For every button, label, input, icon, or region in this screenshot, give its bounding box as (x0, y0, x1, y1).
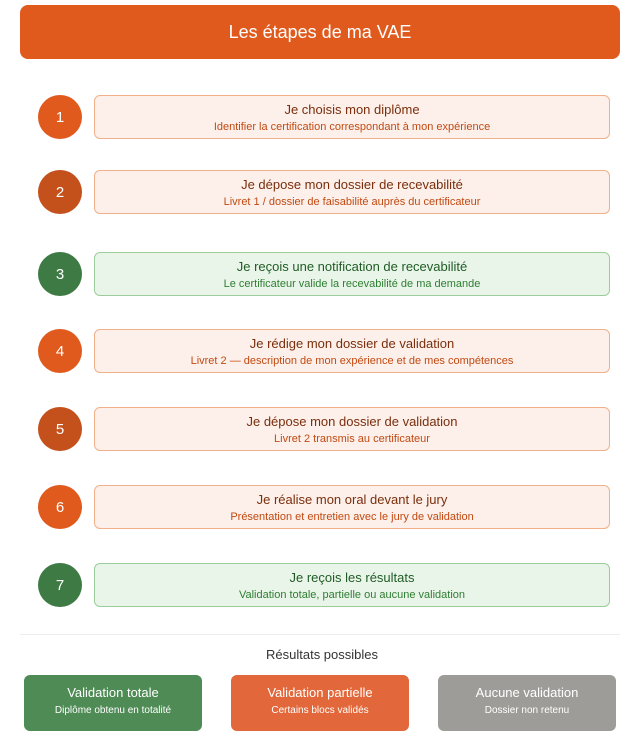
step-title: Je reçois une notification de recevabilité (236, 259, 468, 274)
section-divider (20, 634, 620, 635)
step-4 (38, 329, 610, 375)
step-card (94, 252, 610, 296)
step-number-badge: 1 (38, 95, 82, 139)
step-card (94, 485, 610, 529)
step-number-badge: 7 (38, 563, 82, 607)
step-number-badge: 3 (38, 252, 82, 296)
step-subtitle: Identifier la certification correspondant à mon expérience (213, 121, 491, 133)
result-label: Validation partielle (267, 685, 373, 700)
step-number-badge: 6 (38, 485, 82, 529)
step-7 (38, 563, 610, 609)
result-detail: Diplôme obtenu en totalité (54, 705, 172, 716)
step-title: Je réalise mon oral devant le jury (256, 492, 448, 507)
result-aucune-validation (438, 675, 616, 731)
step-card (94, 563, 610, 607)
step-subtitle: Validation totale, partielle ou aucune validation (238, 589, 466, 601)
step-card (94, 329, 610, 373)
results-heading: Résultats possibles (266, 647, 378, 662)
step-subtitle: Le certificateur valide la recevabilité de ma demande (223, 278, 481, 290)
step-title: Je reçois les résultats (289, 570, 415, 585)
result-label: Aucune validation (475, 685, 579, 700)
step-subtitle: Livret 2 — description de mon expérience et de mes compétences (190, 355, 514, 367)
step-title: Je dépose mon dossier de validation (246, 414, 458, 429)
step-title: Je rédige mon dossier de validation (249, 336, 455, 351)
step-2 (38, 170, 610, 216)
result-validation-totale (24, 675, 202, 731)
step-5 (38, 407, 610, 453)
step-number-badge: 2 (38, 170, 82, 214)
step-number-badge: 4 (38, 329, 82, 373)
step-1 (38, 95, 610, 141)
step-3 (38, 252, 610, 298)
step-6 (38, 485, 610, 531)
step-card (94, 407, 610, 451)
step-subtitle: Présentation et entretien avec le jury de validation (230, 511, 474, 523)
result-detail: Dossier non retenu (484, 705, 570, 716)
result-label: Validation totale (67, 685, 159, 700)
step-subtitle: Livret 1 / dossier de faisabilité auprès du certificateur (223, 196, 481, 208)
step-title: Je choisis mon diplôme (284, 102, 420, 117)
step-card (94, 95, 610, 139)
step-title: Je dépose mon dossier de recevabilité (241, 177, 463, 192)
page-title-text: Les étapes de ma VAE (228, 21, 412, 42)
result-validation-partielle (231, 675, 409, 731)
page-title (20, 5, 620, 59)
step-card (94, 170, 610, 214)
result-detail: Certains blocs validés (271, 705, 369, 716)
step-number-badge: 5 (38, 407, 82, 451)
step-subtitle: Livret 2 transmis au certificateur (274, 433, 430, 445)
